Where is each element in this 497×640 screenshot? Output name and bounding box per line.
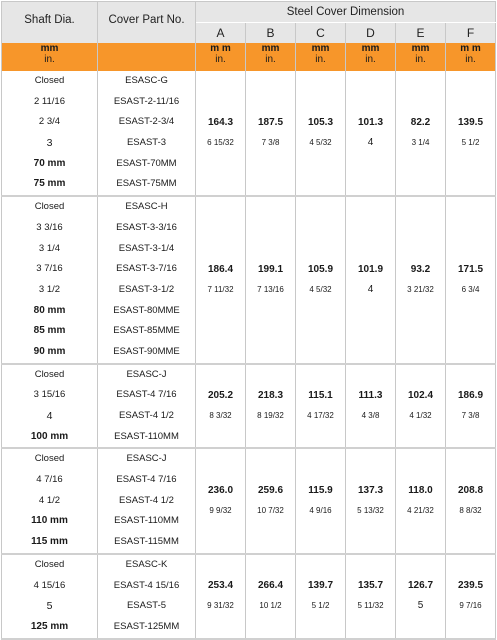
dimension-mm-value: 199.1 (257, 263, 284, 275)
unit-sub: in. (44, 54, 55, 65)
dimension-mm-value: 139.5 (457, 117, 484, 129)
column-letter-d: D (346, 23, 396, 44)
table-row (2, 554, 496, 639)
shaft-dia-value: 75 mm (33, 178, 66, 190)
dimension-cell-a (196, 364, 246, 449)
cover-part-number: ESAST-3-1/4 (118, 242, 175, 254)
shaft-dia-value: 3 (46, 137, 53, 150)
shaft-dia-value: 4 1/2 (38, 494, 61, 506)
dimension-cell-f (446, 196, 496, 364)
unit-main: mm (311, 43, 330, 54)
dimension-cell-b (246, 196, 296, 364)
dimension-mm-value: 218.3 (257, 390, 284, 401)
unit-cell-b (246, 43, 296, 71)
column-letter-a: A (196, 23, 246, 44)
unit-cell-d (346, 43, 396, 71)
dimension-cell-c (296, 71, 346, 196)
cover-part-number: ESAST-125MM (113, 620, 180, 632)
cover-part-number: ESASC-H (125, 201, 168, 213)
dimension-cell-d (346, 196, 396, 364)
dimension-inch-value: 4 5/32 (309, 138, 332, 148)
cover-part-number: ESASC-J (126, 453, 167, 465)
unit-main: m m (460, 43, 481, 54)
dimension-inch-value: 4 21/32 (407, 506, 434, 516)
dimension-inch-value: 7 13/16 (257, 284, 284, 294)
dimension-mm-value: 266.4 (257, 580, 284, 592)
dimension-inch-value: 9 9/32 (209, 506, 232, 516)
cover-part-number: ESAST-2-3/4 (118, 116, 175, 128)
dimension-mm-value: 186.9 (457, 390, 484, 401)
shaft-dia-value: 3 1/4 (38, 242, 61, 254)
shaft-dia-value: 5 (46, 600, 53, 613)
column-letter-e: E (396, 23, 446, 44)
dimension-mm-value: 187.5 (257, 117, 284, 129)
dimension-inch-value: 4 (367, 137, 374, 149)
unit-sub: in. (315, 54, 326, 65)
unit-main: mm (261, 43, 280, 54)
cover-part-number: ESAST-3-7/16 (116, 263, 177, 275)
dimension-mm-value: 135.7 (357, 580, 384, 592)
dimension-cell-a (196, 448, 246, 553)
cover-part-header (98, 2, 196, 44)
unit-main: mm (361, 43, 380, 54)
dimension-mm-value: 164.3 (207, 117, 234, 129)
dimension-mm-value: 239.5 (457, 580, 484, 592)
shaft-dia-value: 90 mm (33, 345, 66, 357)
dimension-cell-e (396, 196, 446, 364)
dimension-inch-value: 10 7/32 (257, 506, 284, 516)
cover-part-number: ESAST-4 7/16 (116, 389, 177, 401)
dimension-cell-c (296, 554, 346, 639)
shaft-dia-value: 110 mm (31, 515, 68, 527)
shaft-dia-value: 3 1/2 (38, 283, 61, 295)
dimension-mm-value: 205.2 (207, 390, 234, 401)
dimension-mm-value: 236.0 (207, 485, 234, 497)
dimension-inch-value: 9 31/32 (207, 601, 234, 611)
dimension-cell-c (296, 364, 346, 449)
cover-part-cell (98, 448, 196, 553)
dimension-mm-value: 137.3 (357, 485, 384, 497)
dimension-inch-value: 5 1/2 (461, 138, 480, 148)
cover-part-cell (98, 71, 196, 196)
dimension-inch-value: 4 3/8 (361, 411, 380, 420)
dimension-cell-e (396, 554, 446, 639)
shaft-dia-cell (2, 196, 98, 364)
dimension-inch-value: 4 1/32 (409, 411, 432, 420)
shaft-dia-value: 2 3/4 (38, 116, 61, 128)
unit-row (2, 43, 496, 71)
dimension-cell-f (446, 364, 496, 449)
dimension-inch-value: 5 11/32 (357, 601, 384, 611)
unit-sub: in. (365, 54, 376, 65)
dimension-cell-b (246, 448, 296, 553)
dimension-mm-value: 111.3 (358, 390, 383, 401)
dimension-mm-value: 105.9 (307, 263, 334, 275)
unit-main: m m (210, 43, 231, 54)
dimension-cell-d (346, 554, 396, 639)
cover-part-number: ESAST-4 7/16 (116, 474, 177, 486)
dimension-mm-value: 171.5 (457, 263, 484, 275)
cover-part-number: ESAST-110MM (114, 515, 179, 527)
cover-part-number: ESAST-115MM (114, 536, 179, 548)
cover-part-number: ESAST-70MM (116, 157, 177, 169)
table-row (2, 448, 496, 553)
dimension-cell-f (446, 554, 496, 639)
cover-part-number: ESAST-3 (126, 137, 167, 149)
shaft-dia-value: 4 7/16 (36, 474, 63, 486)
dimension-mm-value: 101.9 (357, 263, 384, 275)
dimension-cell-f (446, 71, 496, 196)
dimension-inch-value: 5 (417, 600, 424, 612)
shaft-dia-value: Closed (34, 201, 65, 213)
dimension-inch-value: 8 3/32 (209, 411, 232, 420)
dimension-mm-value: 115.9 (308, 485, 333, 497)
dimension-inch-value: 4 5/32 (309, 284, 332, 294)
cover-part-cell (98, 364, 196, 449)
dimension-mm-value: 102.4 (407, 390, 434, 401)
unit-cell-a (196, 43, 246, 71)
dimension-inch-value: 5 1/2 (311, 601, 330, 611)
dimension-inch-value: 7 3/8 (461, 411, 480, 420)
dimension-cell-c (296, 448, 346, 553)
dimension-mm-value: 82.2 (410, 117, 431, 129)
unit-sub: in. (215, 54, 226, 65)
shaft-dia-value: 80 mm (33, 304, 66, 316)
shaft-dia-value: Closed (34, 368, 65, 380)
cover-part-number: ESAST-4 1/2 (119, 410, 174, 421)
dimension-cell-c (296, 196, 346, 364)
cover-part-cell (98, 554, 196, 639)
dimension-group-header: Steel Cover Dimension (196, 2, 496, 23)
unit-cell-c (296, 43, 346, 71)
cover-part-number: ESAST-110MM (114, 430, 179, 442)
shaft-dia-value: Closed (34, 558, 65, 570)
cover-part-number: ESAST-85MME (113, 325, 180, 337)
dimension-inch-value: 3 21/32 (407, 284, 434, 294)
dimension-mm-value: 253.4 (207, 580, 234, 592)
shaft-dia-value: 85 mm (33, 325, 66, 337)
table-row (2, 364, 496, 449)
dimension-inch-value: 9 7/16 (459, 601, 482, 611)
cover-part-number: ESASC-K (125, 558, 168, 570)
cover-part-number: ESAST-4 1/2 (119, 494, 174, 506)
dimension-mm-value: 126.7 (407, 580, 434, 592)
cover-part-number: ESAST-90MME (113, 345, 180, 357)
dimension-cell-e (396, 364, 446, 449)
shaft-dia-value: 115 mm (31, 536, 68, 548)
dimension-inch-value: 6 15/32 (207, 138, 234, 148)
cover-part-number: ESAST-80MME (113, 304, 180, 316)
unit-sub: in. (415, 54, 426, 65)
cover-part-number: ESAST-3-1/2 (118, 283, 175, 295)
dimension-inch-value: 4 9/16 (309, 506, 332, 516)
dimension-cell-b (246, 364, 296, 449)
dimension-mm-value: 101.3 (357, 117, 384, 129)
shaft-dia-value: 70 mm (33, 157, 66, 169)
shaft-dia-value: 3 7/16 (36, 263, 63, 275)
unit-main: mm (40, 43, 59, 54)
shaft-dia-cell (2, 554, 98, 639)
unit-sub: in. (265, 54, 276, 65)
cover-part-number: ESASC-G (125, 75, 168, 86)
dimension-mm-value: 259.6 (257, 485, 284, 497)
dimension-mm-value: 208.8 (457, 485, 484, 497)
shaft-dia-cell (2, 448, 98, 553)
steel-cover-dimension-table (1, 1, 496, 640)
dimension-cell-d (346, 364, 396, 449)
cover-part-number: ESAST-75MM (116, 178, 177, 190)
cover-part-number: ESASC-J (126, 368, 167, 380)
cover-part-number: ESAST-5 (126, 600, 167, 612)
cover-part-number: ESAST-2-11/16 (113, 95, 180, 107)
shaft-dia-value: 125 mm (30, 620, 69, 632)
dimension-inch-value: 6 3/4 (461, 284, 480, 294)
dimension-cell-a (196, 196, 246, 364)
dimension-cell-d (346, 71, 396, 196)
dimension-inch-value: 3 1/4 (411, 138, 430, 148)
shaft-dia-cell (2, 71, 98, 196)
shaft-dia-cell (2, 364, 98, 449)
shaft-dia-value: Closed (34, 453, 65, 465)
dimension-cell-d (346, 448, 396, 553)
shaft-dia-value: 4 15/16 (33, 579, 66, 591)
dimension-mm-value: 186.4 (207, 263, 234, 275)
dimension-cell-e (396, 448, 446, 553)
shaft-dia-value: 2 11/16 (34, 95, 65, 107)
column-letter-f: F (446, 23, 496, 44)
shaft-dia-value: 3 15/16 (33, 389, 66, 401)
dimension-cell-b (246, 554, 296, 639)
dimension-inch-value: 4 17/32 (307, 411, 334, 420)
dimension-cell-b (246, 71, 296, 196)
unit-sub: in. (465, 54, 476, 65)
shaft-dia-value: 4 (46, 410, 53, 422)
cover-part-label: Cover Part No. (108, 14, 185, 26)
dimension-mm-value: 93.2 (410, 263, 431, 275)
dimension-cell-a (196, 554, 246, 639)
table-row (2, 71, 496, 196)
unit-cell-e (396, 43, 446, 71)
unit-cell-part (98, 43, 196, 71)
dimension-inch-value: 10 1/2 (259, 601, 282, 611)
shaft-dia-value: Closed (34, 75, 65, 86)
dimension-mm-value: 115.1 (308, 390, 333, 401)
dimension-inch-value: 7 3/8 (261, 138, 280, 148)
cover-part-number: ESAST-4 15/16 (113, 579, 180, 591)
dimension-inch-value: 8 19/32 (257, 411, 284, 420)
dimension-inch-value: 7 11/32 (207, 284, 234, 294)
dimension-cell-a (196, 71, 246, 196)
unit-main: mm (411, 43, 430, 54)
dimension-inch-value: 4 (367, 283, 374, 295)
dimension-inch-value: 5 13/32 (357, 506, 384, 516)
cover-part-cell (98, 196, 196, 364)
column-letter-b: B (246, 23, 296, 44)
dimension-cell-e (396, 71, 446, 196)
dimension-inch-value: 8 8/32 (459, 506, 482, 516)
dimension-mm-value: 105.3 (307, 117, 334, 129)
shaft-dia-label: Shaft Dia. (24, 14, 75, 26)
dimension-cell-f (446, 448, 496, 553)
dimension-mm-value: 139.7 (307, 580, 334, 592)
dimension-mm-value: 118.0 (408, 485, 433, 497)
shaft-dia-value: 100 mm (30, 430, 69, 442)
shaft-dia-header (2, 2, 98, 44)
cover-part-number: ESAST-3-3/16 (116, 221, 177, 233)
shaft-dia-value: 3 3/16 (36, 221, 63, 233)
column-letter-c: C (296, 23, 346, 44)
unit-cell-shaft (2, 43, 98, 71)
unit-cell-f (446, 43, 496, 71)
table-row (2, 196, 496, 364)
